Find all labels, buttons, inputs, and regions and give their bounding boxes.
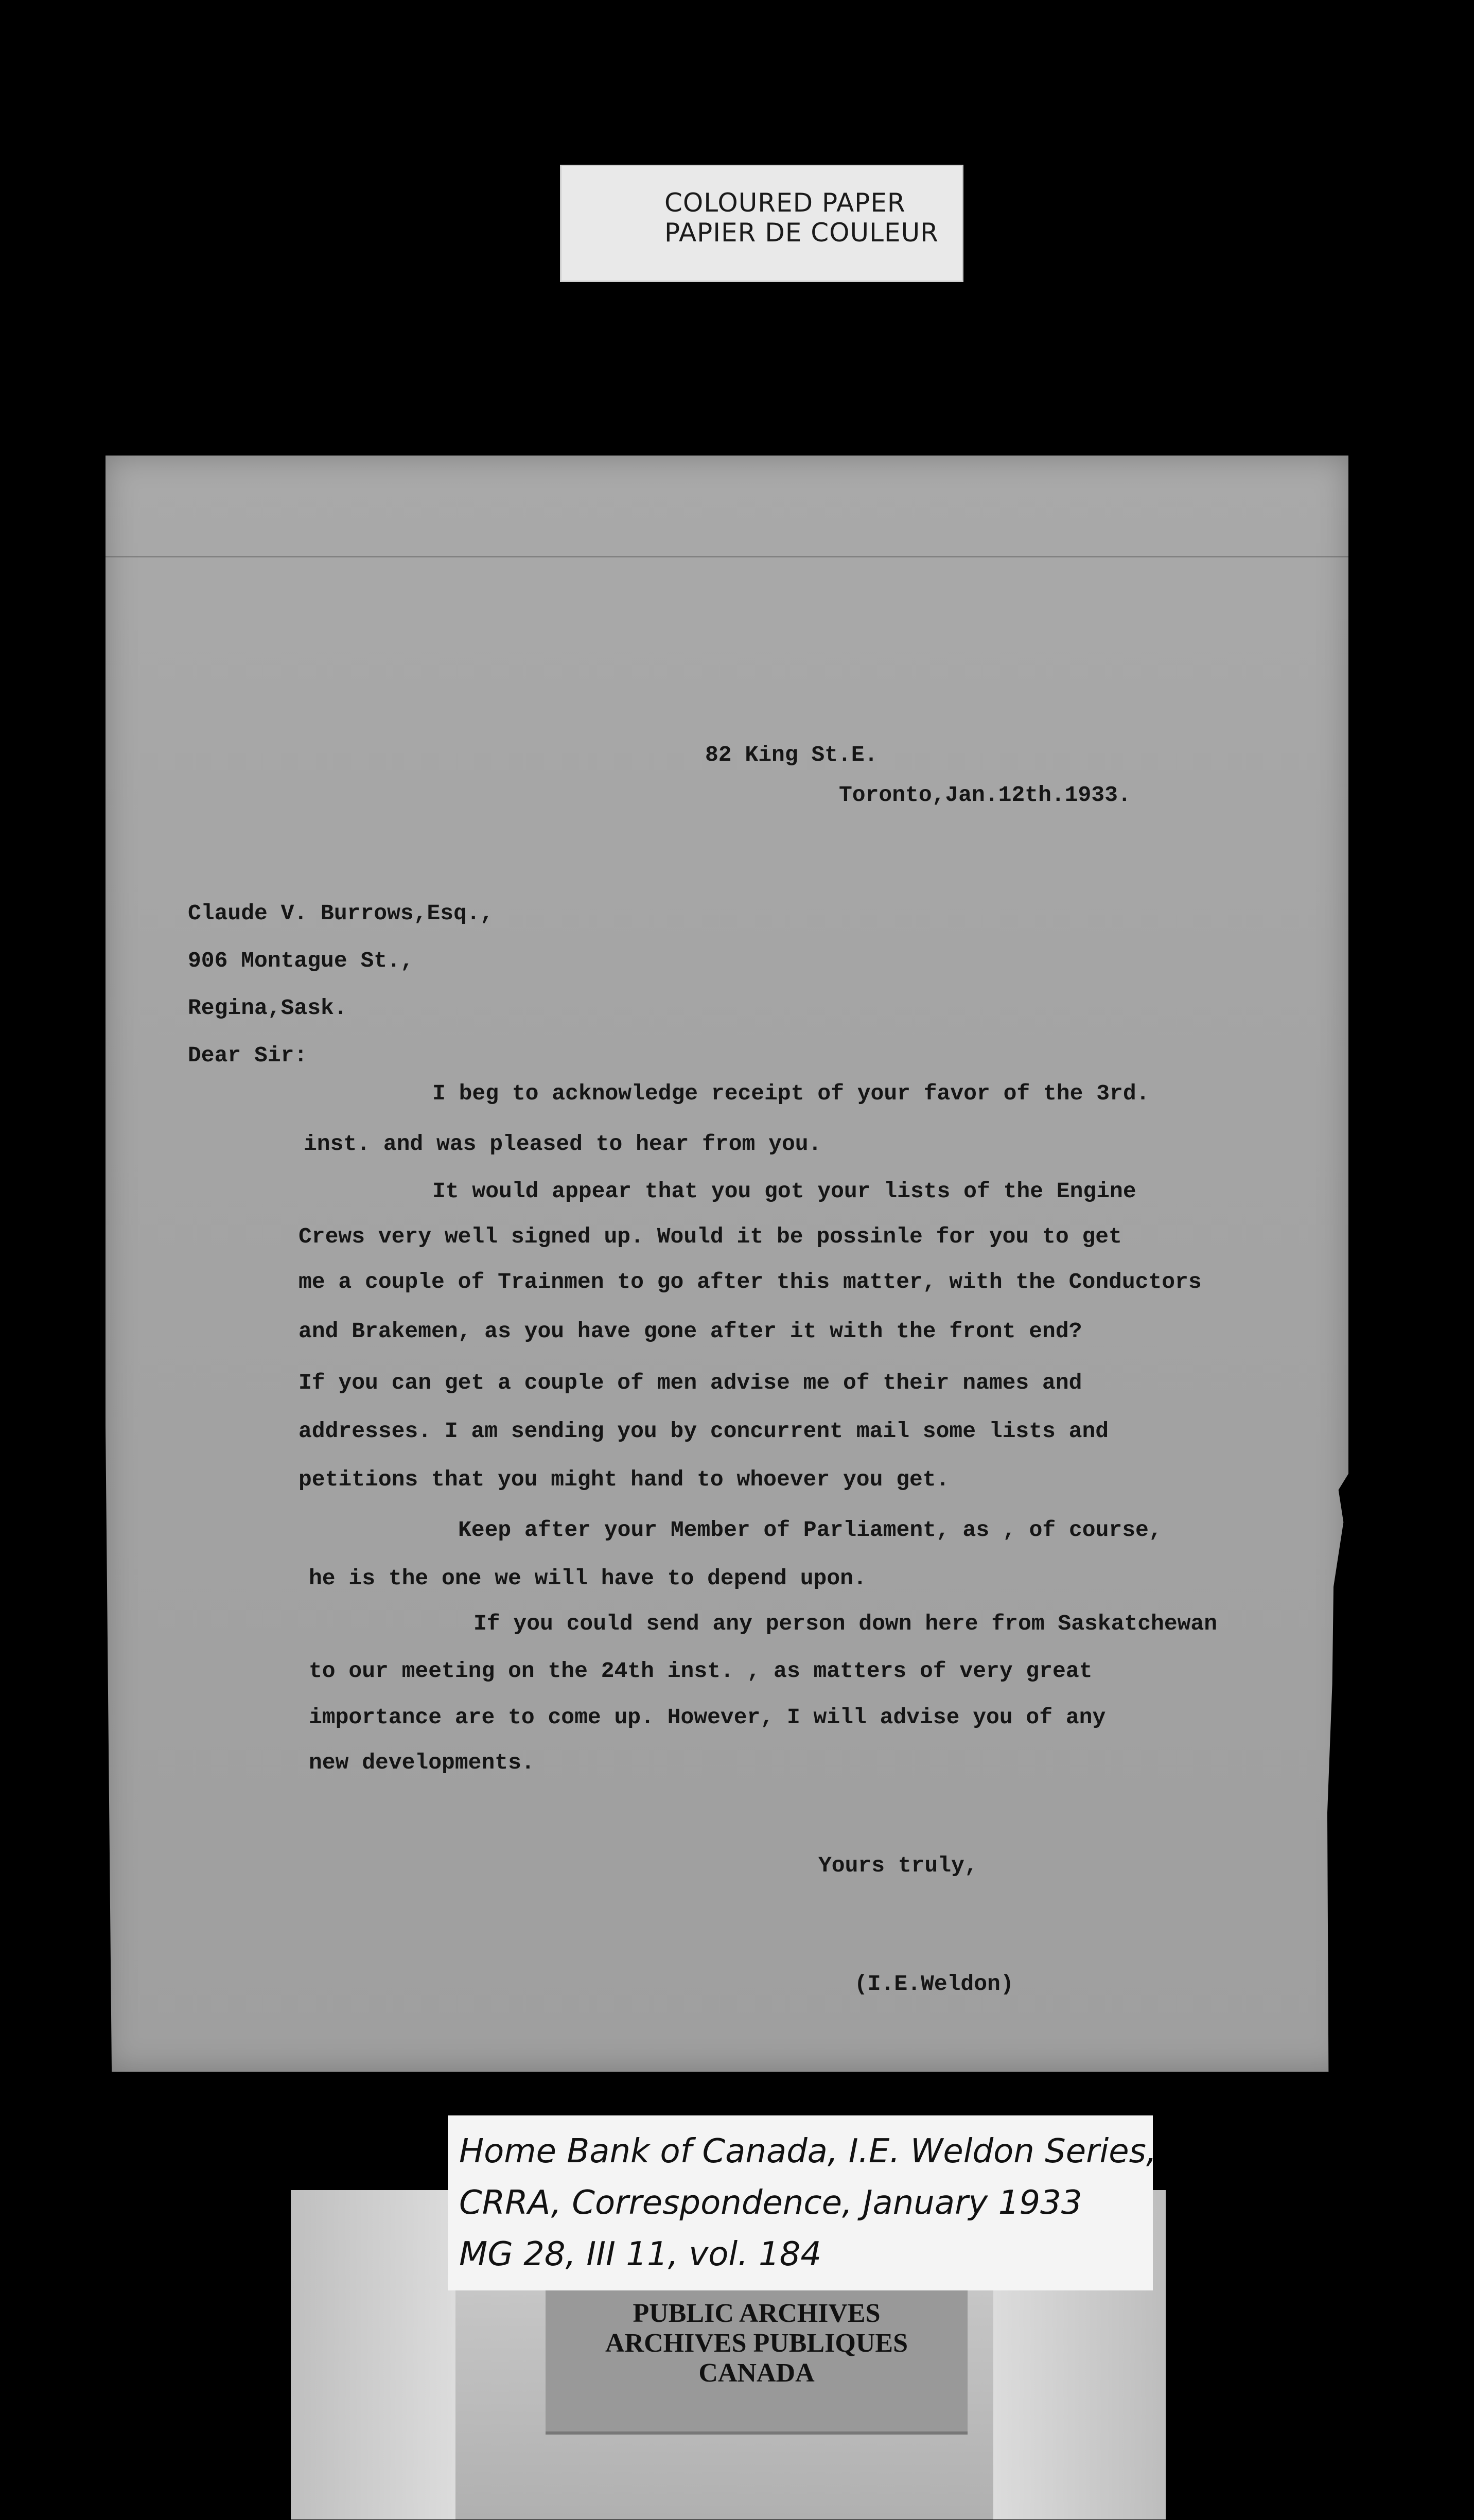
archive-stamp-line2: ARCHIVES PUBLIQUES	[605, 2329, 908, 2358]
archive-reference-label	[448, 2115, 1157, 2290]
letter-date: Toronto,Jan.12th.1933.	[839, 782, 1131, 808]
letter-line: If you could send any person down here from Saskatchewan	[473, 1611, 1218, 1636]
closing: Yours truly,	[818, 1853, 978, 1878]
archive-reference-line2: CRRA, Correspondence, January 1933	[459, 2184, 1082, 2222]
letter-line: It would appear that you got your lists of the Engine	[432, 1179, 1136, 1204]
coloured-paper-label-line1: COLOURED PAPER	[664, 188, 906, 218]
recipient-city: Regina,Sask.	[188, 995, 347, 1021]
recipient-street: 906 Montague St.,	[188, 948, 414, 973]
archive-stamp	[546, 2285, 968, 2435]
letter-line: he is the one we will have to depend upon.	[309, 1566, 867, 1591]
archive-stamp-line3: CANADA	[698, 2358, 815, 2388]
letter-line: addresses. I am sending you by concurrent mail some lists and	[299, 1419, 1109, 1444]
letter-line: I beg to acknowledge receipt of your favor of the 3rd.	[432, 1081, 1150, 1106]
coloured-paper-label	[560, 165, 963, 282]
signature: (I.E.Weldon)	[854, 1971, 1014, 1997]
letter-line: and Brakemen, as you have gone after it with the front end?	[299, 1319, 1082, 1344]
letter-line: Keep after your Member of Parliament, as , of course,	[458, 1517, 1162, 1543]
salutation: Dear Sir:	[188, 1043, 308, 1068]
letter-line: inst. and was pleased to hear from you.	[304, 1131, 822, 1157]
archive-stamp-line1: PUBLIC ARCHIVES	[633, 2299, 881, 2328]
letter-line: importance are to come up. However, I will advise you of any	[309, 1705, 1106, 1730]
letter-line: Crews very well signed up. Would it be possinle for you to get	[299, 1224, 1122, 1249]
coloured-paper-label-line2: PAPIER DE COULEUR	[664, 218, 939, 248]
recipient-name: Claude V. Burrows,Esq.,	[188, 901, 494, 926]
sender-address: 82 King St.E.	[705, 742, 878, 767]
archive-holder-left-tab	[291, 2190, 455, 2519]
letter-line: me a couple of Trainmen to go after this matter, with the Conductors	[299, 1269, 1202, 1294]
letter-line: new developments.	[309, 1750, 535, 1775]
letter-line: to our meeting on the 24th inst. , as matters of very great	[309, 1658, 1093, 1684]
letter-page	[106, 456, 1348, 2072]
letter-line: petitions that you might hand to whoever you get.	[299, 1467, 950, 1492]
paper-fold-line	[106, 556, 1348, 557]
archive-reference-line1: Home Bank of Canada, I.E. Weldon Series,	[459, 2132, 1157, 2171]
letter-line: If you can get a couple of men advise me of their names and	[299, 1370, 1082, 1395]
archive-reference-line3: MG 28, III 11, vol. 184	[459, 2235, 822, 2273]
